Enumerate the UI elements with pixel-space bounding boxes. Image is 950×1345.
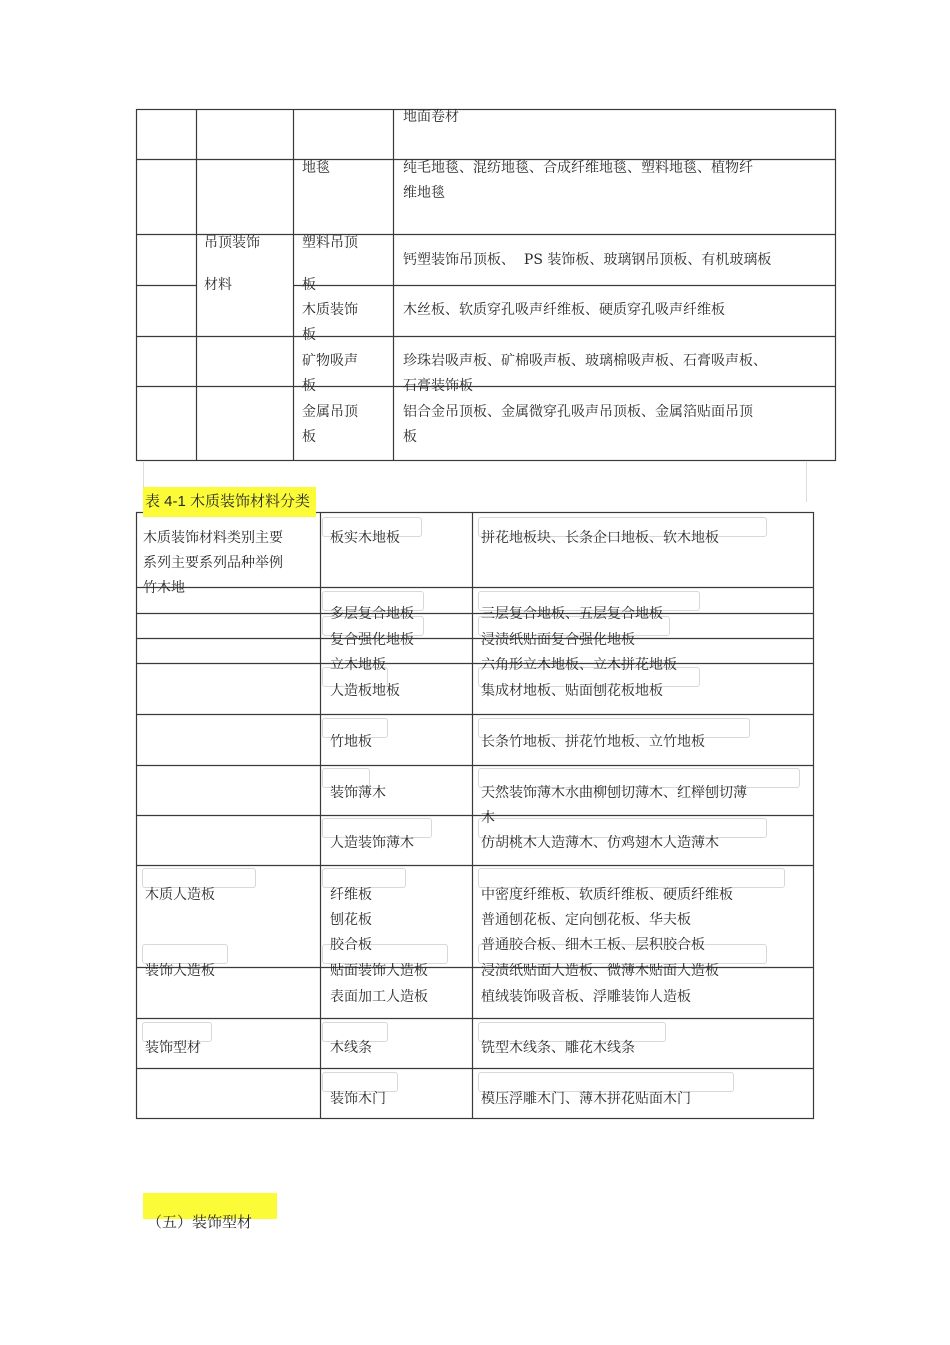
wood-table-cell-text: 普通刨花板、定向刨花板、华夫板 <box>481 912 691 928</box>
top-table-cell-text: 板 <box>403 429 417 445</box>
top-table-cell-text: 板 <box>302 429 316 445</box>
wood-table-cell-text: 集成材地板、贴面刨花板地板 <box>481 683 663 699</box>
category-label: 材料 <box>204 277 232 293</box>
wood-table-category: 装饰型材 <box>145 1040 201 1056</box>
top-table-cell-text: 钙塑装饰吊顶板、 PS 装饰板、玻璃钢吊顶板、有机玻璃板 <box>403 252 772 268</box>
wood-table-cell-text: 装饰木门 <box>330 1091 386 1107</box>
section-heading: （五）装饰型材 <box>147 1213 253 1231</box>
wood-table-category: 装饰人造板 <box>145 963 215 979</box>
wood-table-category: 木质人造板 <box>145 887 215 903</box>
top-table-cell-text: 石膏装饰板 <box>403 378 473 394</box>
top-table-cell-text: 板 <box>302 378 316 394</box>
wood-table-cell-text: 仿胡桃木人造薄木、仿鸡翅木人造薄木 <box>481 835 719 851</box>
top-table-cell-text: 地面卷材 <box>403 109 459 125</box>
top-table-cell-text: 矿物吸声 <box>302 353 358 369</box>
wood-table-cell-text: 贴面装饰人造板 <box>330 963 428 979</box>
wood-table-cell-text: 竹地板 <box>330 734 372 750</box>
wood-table-cell-text: 胶合板 <box>330 937 372 953</box>
wood-table-cell-text: 普通胶合板、细木工板、层积胶合板 <box>481 937 705 953</box>
wood-table-header: 木质装饰材料类别主要 <box>143 530 283 546</box>
wood-table-cell-text: 人造装饰薄木 <box>330 835 414 851</box>
top-table-cell-text: 地毯 <box>302 160 330 176</box>
wood-table-cell-text: 多层复合地板 <box>330 606 414 622</box>
wood-table-cell-text: 浸渍纸贴面人造板、微薄木贴面人造板 <box>481 963 719 979</box>
wood-table-cell-text: 模压浮雕木门、薄木拼花贴面木门 <box>481 1091 691 1107</box>
wood-table-cell-text: 六角形立木地板、立木拼花地板 <box>481 657 677 673</box>
wood-table-header: 系列主要系列品种举例 <box>143 555 283 571</box>
category-label: 吊顶装饰 <box>204 235 260 251</box>
top-table-cell-text: 纯毛地毯、混纺地毯、合成纤维地毯、塑料地毯、植物纤 <box>403 160 753 176</box>
top-table-cell-text: 木质装饰 <box>302 302 358 318</box>
wood-table-cell-text: 纤维板 <box>330 887 372 903</box>
wood-table-cell-text: 植绒装饰吸音板、浮雕装饰人造板 <box>481 989 691 1005</box>
wood-table-cell-text: 装饰薄木 <box>330 785 386 801</box>
top-table-cell-text: 塑料吊顶 <box>302 235 358 251</box>
top-table-cell-text: 板 <box>302 327 316 343</box>
wood-table-cell-text: 长条竹地板、拼花竹地板、立竹地板 <box>481 734 705 750</box>
wood-table-cell-text: 木线条 <box>330 1040 372 1056</box>
wood-table-cell-text: 复合强化地板 <box>330 632 414 648</box>
top-table-cell-text: 金属吊顶 <box>302 404 358 420</box>
wood-table-cell-text: 浸渍纸贴面复合强化地板 <box>481 632 635 648</box>
table-caption: 表 4-1 木质装饰材料分类 <box>143 487 316 517</box>
wood-table-cell-text: 立木地板 <box>330 657 386 673</box>
wood-table-cell-text: 中密度纤维板、软质纤维板、硬质纤维板 <box>481 887 733 903</box>
top-table-cell-text: 板 <box>302 277 316 293</box>
wood-table-cell-text: 天然装饰薄木水曲柳刨切薄木、红榉刨切薄 <box>481 785 747 801</box>
wood-table-cell-text: 人造板地板 <box>330 683 400 699</box>
wood-table-cell-text: 板实木地板 <box>330 530 400 546</box>
wood-table-cell-text: 刨花板 <box>330 912 372 928</box>
wood-table-cell-text: 表面加工人造板 <box>330 989 428 1005</box>
wood-table-cell-text: 三层复合地板、五层复合地板 <box>481 606 663 622</box>
wood-table-cell-text: 拼花地板块、长条企口地板、软木地板 <box>481 530 719 546</box>
top-table-cell-text: 木丝板、软质穿孔吸声纤维板、硬质穿孔吸声纤维板 <box>403 302 725 318</box>
top-table-cell-text: 珍珠岩吸声板、矿棉吸声板、玻璃棉吸声板、石膏吸声板、 <box>403 353 767 369</box>
wood-table-header: 竹木地 <box>143 580 185 596</box>
top-table-cell-text: 维地毯 <box>403 185 445 201</box>
wood-table-cell-text: 铣型木线条、雕花木线条 <box>481 1040 635 1056</box>
top-table-cell-text: 铝合金吊顶板、金属微穿孔吸声吊顶板、金属箔贴面吊顶 <box>403 404 753 420</box>
wood-table-cell-text: 木 <box>481 810 495 826</box>
